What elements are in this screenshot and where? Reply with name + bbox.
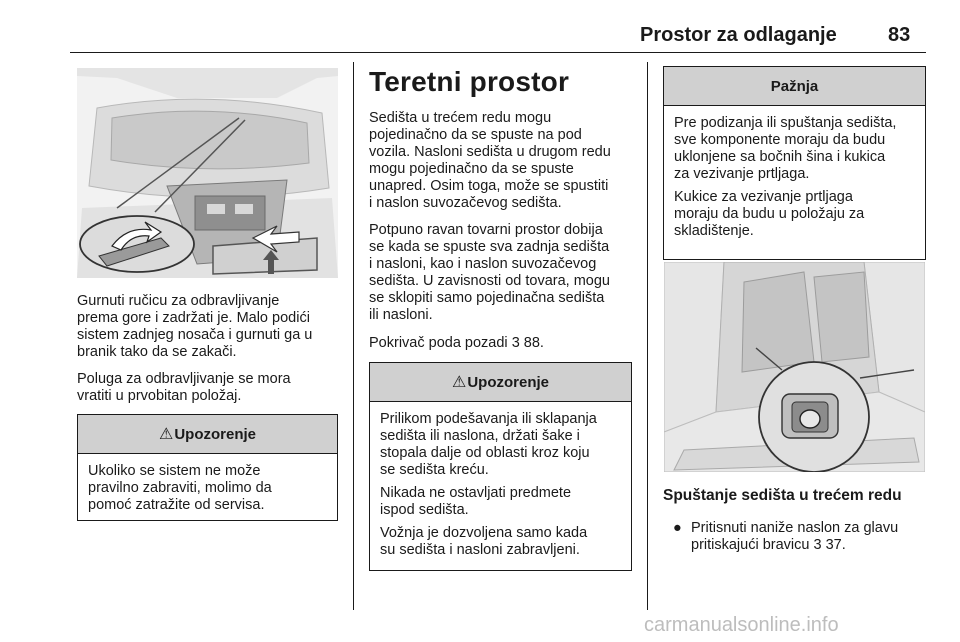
page-ref-arrow-icon: 3 bbox=[813, 537, 822, 553]
column-divider bbox=[647, 62, 648, 610]
rear-carrier-illustration bbox=[77, 68, 338, 278]
column-divider bbox=[353, 62, 354, 610]
warning-text: pomoć zatražite od servisa. bbox=[88, 497, 265, 513]
page-ref-arrow-icon: 3 bbox=[511, 335, 520, 351]
warning-title: Upozorenje bbox=[467, 373, 550, 391]
body-text: ili nasloni. bbox=[369, 307, 433, 323]
warning-text: ispod sedišta. bbox=[380, 502, 469, 518]
notice-text: Pre podizanja ili spuštanja sedišta, bbox=[674, 115, 897, 131]
body-text: se kada se spuste sva zadnja sedišta bbox=[369, 239, 610, 255]
notice-text: moraju da budu u položaju za bbox=[674, 206, 865, 222]
warning-box bbox=[369, 362, 632, 571]
notice-box bbox=[663, 66, 926, 260]
body-text: branik tako da se zakači. bbox=[77, 344, 237, 360]
body-text: Poluga za odbravljivanje se mora bbox=[77, 371, 291, 387]
notice-title: Pažnja bbox=[770, 77, 819, 95]
section-heading: Teretni prostor bbox=[369, 66, 570, 97]
body-text: sedišta. U zavisnosti od tovara, mogu bbox=[369, 273, 610, 289]
body-text: i nasloni, kao i naslon suvozačevog bbox=[369, 256, 597, 272]
body-text: i naslon suvozačevog sedišta. bbox=[369, 195, 562, 211]
body-text: sistem zadnjeg nosača i gurnuti ga u bbox=[77, 327, 313, 343]
notice-text: za vezivanje prtljaga. bbox=[674, 166, 810, 182]
bullet-text: pritiskajući bravicu bbox=[691, 537, 810, 553]
warning-box bbox=[77, 414, 338, 521]
cargo-area-illustration bbox=[664, 262, 925, 472]
warning-text: sedišta ili naslona, držati šake i bbox=[380, 428, 580, 444]
body-text: vozila. Nasloni sedišta u drugom redu bbox=[369, 144, 611, 160]
page-reference bbox=[369, 335, 544, 352]
notice-text: Kukice za vezivanje prtljaga bbox=[674, 189, 853, 205]
notice-text: skladištenje. bbox=[674, 223, 754, 239]
watermark: carmanualsonline.info bbox=[644, 614, 839, 636]
warning-icon: ⚠ bbox=[451, 374, 467, 391]
warning-text: Ukoliko se sistem ne može bbox=[88, 463, 261, 479]
body-text: Sedišta u trećem redu mogu bbox=[369, 110, 552, 126]
notice-text: sve komponente moraju da budu bbox=[674, 132, 886, 148]
page-number: 83 bbox=[888, 24, 911, 46]
body-text: Potpuno ravan tovarni prostor dobija bbox=[369, 222, 603, 238]
reference-link[interactable]: 37. bbox=[825, 537, 846, 553]
body-text: mogu pojedinačno da se spuste bbox=[369, 161, 574, 177]
subsection-heading: Spuštanje sedišta u trećem redu bbox=[663, 487, 902, 504]
body-text: se sklopiti samo pojedinačna sedišta bbox=[369, 290, 605, 306]
body-text: Gurnuti ručicu za odbravljivanje bbox=[77, 293, 280, 309]
warning-text: Nikada ne ostavljati predmete bbox=[380, 485, 572, 501]
header-divider bbox=[70, 52, 926, 53]
warning-text: se sedišta kreću. bbox=[380, 462, 489, 478]
body-text: pojedinačno da se spuste na pod bbox=[369, 127, 582, 143]
body-text: unapred. Osim toga, može se spustiti bbox=[369, 178, 609, 194]
warning-text: Vožnja je dozvoljena samo kada bbox=[380, 525, 588, 541]
bullet-text: Pritisnuti naniže naslon za glavu bbox=[691, 520, 899, 536]
body-text: vratiti u prvobitan položaj. bbox=[77, 388, 242, 404]
warning-icon: ⚠ bbox=[158, 426, 174, 443]
warning-text: pravilno zabraviti, molimo da bbox=[88, 480, 272, 496]
page-title: Prostor za odlaganje bbox=[640, 24, 837, 46]
warning-title: Upozorenje bbox=[174, 425, 257, 443]
notice-text: uklonjene sa bočnih šina i kukica bbox=[674, 149, 886, 165]
bullet-icon: ● bbox=[673, 520, 682, 536]
reference-link[interactable]: 88. bbox=[523, 335, 544, 351]
body-text: prema gore i zadržati je. Malo podići bbox=[77, 310, 310, 326]
reference-text: Pokrivač poda pozadi bbox=[369, 335, 508, 351]
warning-text: Prilikom podešavanja ili sklapanja bbox=[380, 411, 597, 427]
warning-text: su sedišta i nasloni zabravljeni. bbox=[380, 542, 580, 558]
warning-text: stopala dalje od oblasti kroz koju bbox=[380, 445, 590, 461]
